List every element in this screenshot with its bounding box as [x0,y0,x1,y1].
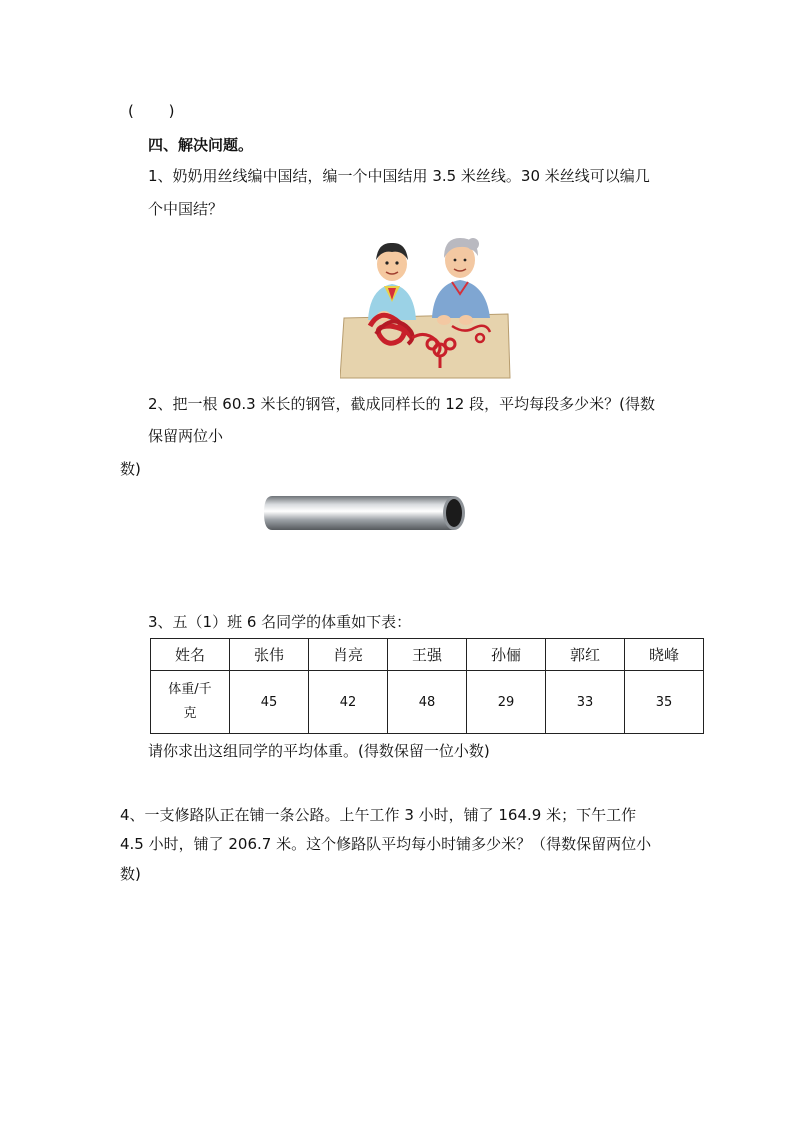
table-header-name: 郭红 [546,639,625,671]
question-2-line-2: 保留两位小 [148,427,224,445]
table-header-name: 肖亮 [309,639,388,671]
table-header-name: 王强 [388,639,467,671]
table-row-label-line-1: 体重/千 [168,682,212,697]
table-header-name: 晓峰 [625,639,704,671]
question-3-intro: 3、五（1）班 6 名同学的体重如下表： [148,613,412,631]
table-cell-weight: 35 [625,671,704,734]
question-2-line-3: 数) [120,460,141,478]
question-1-line-1: 1、奶奶用丝线编中国结，编一个中国结用 3.5 米丝线。30 米丝线可以编几 [148,167,650,185]
table-header-name: 张伟 [230,639,309,671]
question-3-prompt: 请你求出这组同学的平均体重。(得数保留一位小数) [148,742,490,760]
weights-table [150,638,704,734]
question-1-line-2: 个中国结？ [148,200,224,218]
table-cell-weight: 42 [309,671,388,734]
table-cell-weight: 33 [546,671,625,734]
answer-blank-paren: ( ) [128,102,175,120]
question-4-line-3: 数) [120,865,141,883]
table-header-name: 孙俪 [467,639,546,671]
question-2-line-1: 2、把一根 60.3 米长的钢管，截成同样长的 12 段，平均每段多少米？(得数 [148,395,655,413]
table-row-label-line-2: 克 [183,706,197,721]
table-header-label: 姓名 [151,639,230,671]
table-cell-weight: 45 [230,671,309,734]
section-title: 四、解决问题。 [148,136,254,154]
table-cell-weight: 48 [388,671,467,734]
table-header-row [151,639,704,671]
steel-pipe-image [262,490,482,536]
question-4-line-2: 4.5 小时，铺了 206.7 米。这个修路队平均每小时铺多少米？（得数保留两位小 [120,835,652,853]
table-cell-weight: 29 [467,671,546,734]
knitting-chinese-knot-illustration [340,230,512,380]
table-row [151,671,704,734]
question-4-line-1: 4、一支修路队正在铺一条公路。上午工作 3 小时，铺了 164.9 米；下午工作 [120,806,637,824]
table-row-label [151,671,230,734]
